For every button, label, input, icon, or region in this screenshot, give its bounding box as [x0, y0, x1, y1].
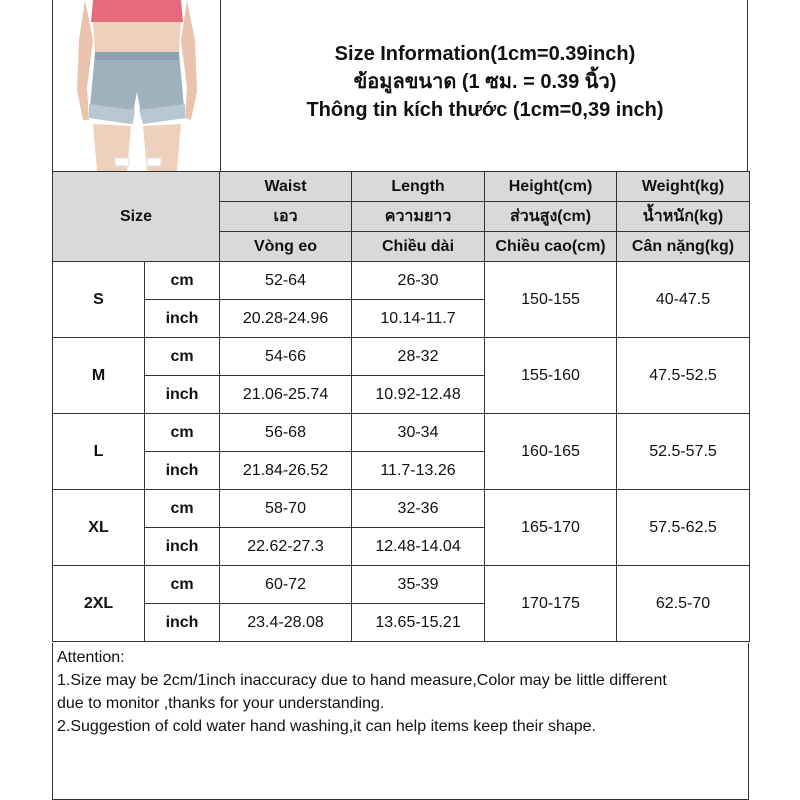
- waist-cm: 56-68: [220, 414, 352, 452]
- col-length-en: Length: [352, 172, 485, 202]
- header-panel: [52, 0, 748, 171]
- waist-inch: 23.4-28.08: [220, 604, 352, 642]
- attention-heading: Attention:: [57, 649, 125, 666]
- waist-cm: 52-64: [220, 262, 352, 300]
- col-height-vi: Chiều cao(cm): [485, 232, 617, 262]
- title-thai: ข้อมูลขนาด (1 ซม. = 0.39 นิ้ว): [353, 71, 617, 93]
- height-value: 155-160: [485, 338, 617, 414]
- unit-cm: cm: [145, 414, 220, 452]
- size-label: S: [53, 262, 145, 338]
- unit-cm: cm: [145, 262, 220, 300]
- length-cm: 30-34: [352, 414, 485, 452]
- height-value: 160-165: [485, 414, 617, 490]
- weight-value: 40-47.5: [617, 262, 750, 338]
- unit-inch: inch: [145, 300, 220, 338]
- length-cm: 26-30: [352, 262, 485, 300]
- length-cm: 28-32: [352, 338, 485, 376]
- length-inch: 10.92-12.48: [352, 376, 485, 414]
- unit-inch: inch: [145, 604, 220, 642]
- attention-line-2: 2.Suggestion of cold water hand washing,it can help items keep their shape.: [57, 718, 596, 735]
- weight-value: 62.5-70: [617, 566, 750, 642]
- waist-cm: 60-72: [220, 566, 352, 604]
- unit-cm: cm: [145, 490, 220, 528]
- height-value: 170-175: [485, 566, 617, 642]
- length-inch: 12.48-14.04: [352, 528, 485, 566]
- attention-line-1b: due to monitor ,thanks for your understanding.: [57, 695, 385, 712]
- waist-inch: 21.84-26.52: [220, 452, 352, 490]
- attention-notes: [52, 643, 749, 800]
- title-vietnamese: Thông tin kích thước (1cm=0,39 inch): [306, 99, 664, 121]
- weight-value: 52.5-57.5: [617, 414, 750, 490]
- length-cm: 35-39: [352, 566, 485, 604]
- waist-inch: 21.06-25.74: [220, 376, 352, 414]
- col-height-en: Height(cm): [485, 172, 617, 202]
- table-row: [53, 490, 750, 528]
- col-length-th: ความยาว: [352, 202, 485, 232]
- length-inch: 10.14-11.7: [352, 300, 485, 338]
- weight-value: 57.5-62.5: [617, 490, 750, 566]
- title-english: Size Information(1cm=0.39inch): [334, 43, 636, 65]
- size-info-titles: [221, 40, 749, 124]
- col-height-th: ส่วนสูง(cm): [485, 202, 617, 232]
- col-waist-th: เอว: [220, 202, 352, 232]
- weight-value: 47.5-52.5: [617, 338, 750, 414]
- height-value: 165-170: [485, 490, 617, 566]
- table-row: [53, 414, 750, 452]
- waist-inch: 22.62-27.3: [220, 528, 352, 566]
- size-label: 2XL: [53, 566, 145, 642]
- table-row: [53, 262, 750, 300]
- col-length-vi: Chiều dài: [352, 232, 485, 262]
- unit-cm: cm: [145, 566, 220, 604]
- size-label: XL: [53, 490, 145, 566]
- col-waist-vi: Vòng eo: [220, 232, 352, 262]
- height-value: 150-155: [485, 262, 617, 338]
- col-waist-en: Waist: [220, 172, 352, 202]
- attention-line-1a: 1.Size may be 2cm/1inch inaccuracy due to hand measure,Color may be little different: [57, 672, 667, 689]
- unit-cm: cm: [145, 338, 220, 376]
- size-header: Size: [53, 172, 220, 262]
- table-row: [53, 338, 750, 376]
- size-label: M: [53, 338, 145, 414]
- denim-shorts-photo-icon: [53, 0, 221, 171]
- length-cm: 32-36: [352, 490, 485, 528]
- col-weight-th: น้ำหนัก(kg): [617, 202, 750, 232]
- length-inch: 11.7-13.26: [352, 452, 485, 490]
- product-photo: [53, 0, 221, 171]
- waist-cm: 58-70: [220, 490, 352, 528]
- size-table: [52, 171, 750, 642]
- unit-inch: inch: [145, 376, 220, 414]
- table-row: [53, 566, 750, 604]
- col-weight-en: Weight(kg): [617, 172, 750, 202]
- waist-inch: 20.28-24.96: [220, 300, 352, 338]
- waist-cm: 54-66: [220, 338, 352, 376]
- col-weight-vi: Cân nặng(kg): [617, 232, 750, 262]
- length-inch: 13.65-15.21: [352, 604, 485, 642]
- unit-inch: inch: [145, 528, 220, 566]
- size-label: L: [53, 414, 145, 490]
- unit-inch: inch: [145, 452, 220, 490]
